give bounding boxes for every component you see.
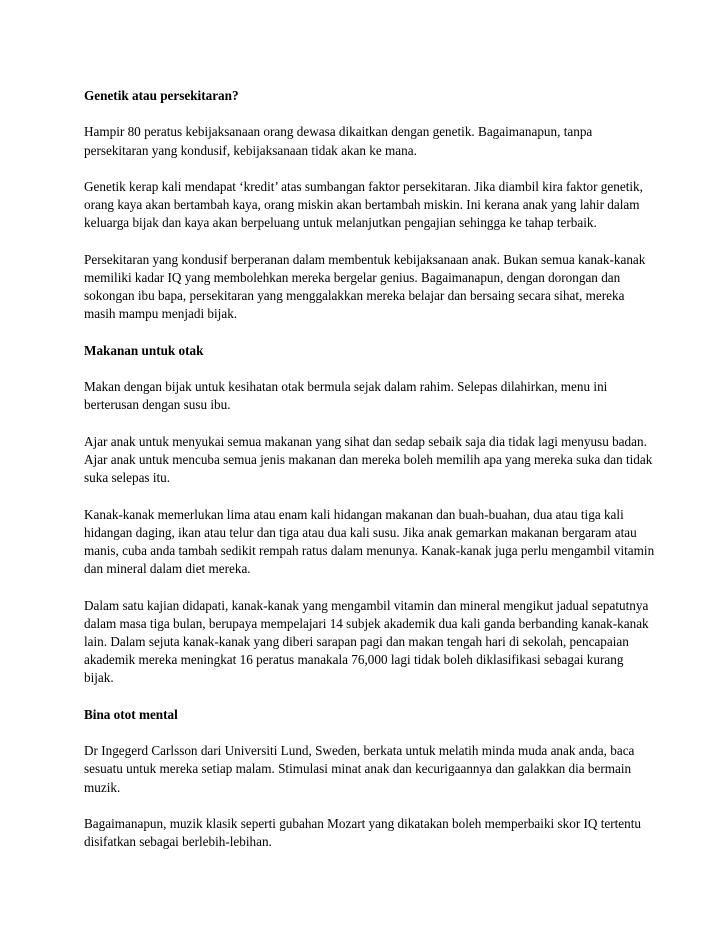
paragraph: Dalam satu kajian didapati, kanak-kanak yang mengambil vitamin dan mineral mengikut jadual sepatutnya dalam masa tiga bulan, berupaya mempelajari 14 subjek akademik dua kali ganda berbanding kanak-kanak lain. Dalam sejuta kanak-kanak yang diberi sarapan pagi dan makan tengah hari di sekolah, pencapaian akademik mereka meningkat 16 peratus manakala 76,000 lagi tidak boleh diklasifikasi sebagai kurang bijak. (84, 597, 649, 686)
paragraph: Bagaimanapun, muzik klasik seperti gubahan Mozart yang dikatakan boleh memperbaiki skor IQ tertentu disifatkan sebagai berlebih-lebihan. (84, 815, 642, 850)
section-heading-makanan: Makanan untuk otak (84, 342, 204, 358)
document-body (84, 87, 656, 870)
paragraph: Makan dengan bijak untuk kesihatan otak bermula sejak dalam rahim. Selepas dilahirkan, menu ini berterusan dengan susu ibu. (84, 379, 608, 413)
paragraph: Ajar anak untuk menyukai semua makanan yang sihat dan sedap sebaik saja dia tidak lagi menyusu badan. Ajar anak untuk mencuba semua jenis makanan dan mereka boleh memilih apa yang mereka suka dan tidak suka selepas itu. (84, 433, 653, 486)
paragraph: Genetik kerap kali mendapat ‘kredit’ atas sumbangan faktor persekitaran. Jika diambil kira faktor genetik, orang kaya akan bertambah kaya, orang miskin akan bertambah miskin. Ini kerana anak yang lahir dalam keluarga bijak dan kaya akan berpeluang untuk melanjutkan pengajian sehingga ke tahap terbaik. (84, 178, 643, 231)
paragraph: Kanak-kanak memerlukan lima atau enam kali hidangan makanan dan buah-buahan, dua atau tiga kali hidangan daging, ikan atau telur dan tiga atau dua kali susu. Jika anak gemarkan makanan bergaram atau manis, cuba anda tambah sedikit rempah ratus dalam menunya. Kanak-kanak juga perlu mengambil vitamin dan mineral dalam diet mereka. (84, 506, 655, 577)
section-heading-genetik: Genetik atau persekitaran? (84, 88, 239, 103)
paragraph: Persekitaran yang kondusif berperanan dalam membentuk kebijaksanaan anak. Bukan semua kanak-kanak memiliki kadar IQ yang membolehkan mereka bergelar genius. Bagaimanapun, dengan dorongan dan sokongan ibu bapa, persekitaran yang menggalakkan mereka belajar dan bersaing secara sihat, mereka masih mampu menjadi bijak. (84, 251, 646, 322)
paragraph: Dr Ingegerd Carlsson dari Universiti Lund, Sweden, berkata untuk melatih minda muda anak anda, baca sesuatu untuk mereka setiap malam. Stimulasi minat anak dan kecurigaannya dan galakkan dia bermain muzik. (84, 743, 635, 795)
section-heading-bina-otot: Bina otot mental (84, 706, 178, 722)
paragraph: Hampir 80 peratus kebijaksanaan orang dewasa dikaitkan dengan genetik. Bagaimanapun, tanpa persekitaran yang kondusif, kebijaksanaan tidak akan ke mana. (84, 124, 593, 158)
